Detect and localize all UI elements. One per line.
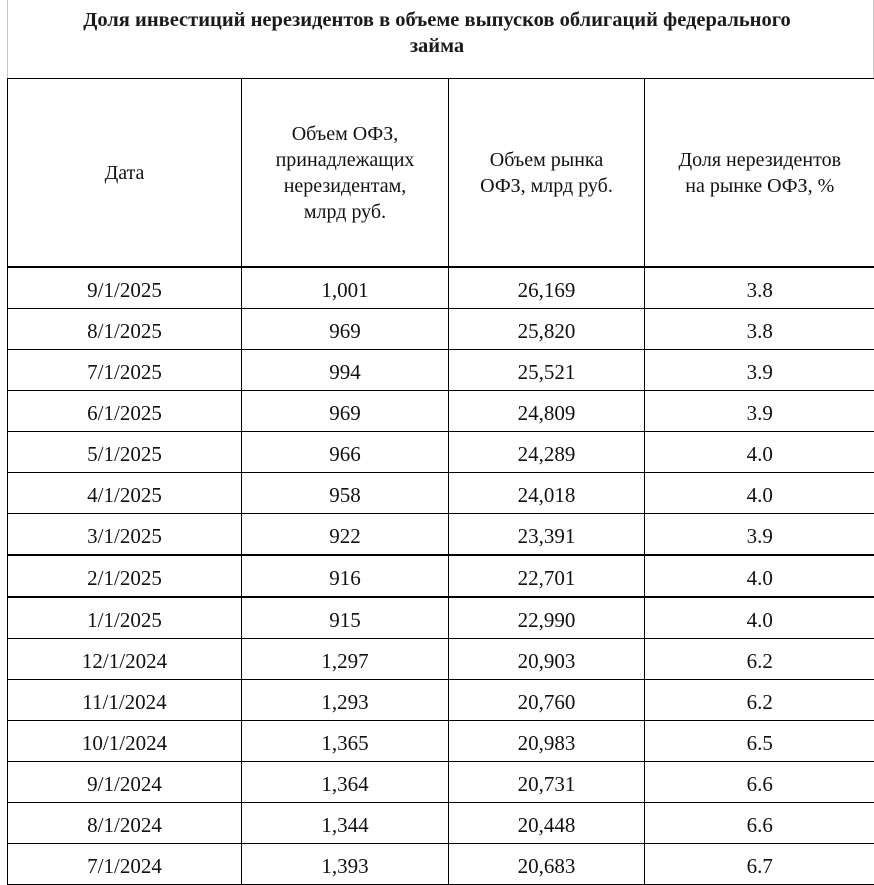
table-row [8,680,874,721]
table-row [8,844,874,885]
cell-share: 3.9 [645,391,874,432]
table-row [8,721,874,762]
table-row [8,350,874,391]
cell-owned: 958 [242,473,449,514]
cell-date: 9/1/2025 [8,267,242,309]
table-row [8,555,874,597]
cell-market: 20,448 [449,803,645,844]
table-row [8,639,874,680]
header-date [8,79,242,268]
cell-owned: 969 [242,391,449,432]
cell-share: 4.0 [645,597,874,639]
cell-share: 6.2 [645,680,874,721]
cell-market: 20,731 [449,762,645,803]
table-row [8,803,874,844]
cell-date: 5/1/2025 [8,432,242,473]
table-header-row [8,79,874,268]
cell-date: 9/1/2024 [8,762,242,803]
cell-share: 6.5 [645,721,874,762]
title-line-1: Доля инвестиций нерезидентов в объеме выпусков облигаций федерального [0,7,874,33]
header-owned-line: принадлежащих [242,147,448,173]
header-owned [242,79,449,268]
cell-date: 12/1/2024 [8,639,242,680]
cell-owned: 994 [242,350,449,391]
cell-share: 4.0 [645,432,874,473]
table-row [8,762,874,803]
table-row [8,309,874,350]
cell-date: 11/1/2024 [8,680,242,721]
header-owned-line: млрд руб. [242,199,448,225]
cell-share: 3.8 [645,267,874,309]
cell-market: 24,809 [449,391,645,432]
cell-date: 3/1/2025 [8,514,242,556]
cell-owned: 916 [242,555,449,597]
header-share [645,79,874,268]
cell-date: 4/1/2025 [8,473,242,514]
cell-share: 3.9 [645,514,874,556]
header-share-line: на рынке ОФЗ, % [645,173,874,199]
header-date-label: Дата [105,162,145,184]
cell-market: 20,903 [449,639,645,680]
cell-owned: 922 [242,514,449,556]
cell-market: 20,760 [449,680,645,721]
cell-owned: 966 [242,432,449,473]
header-share-line: Доля нерезидентов [645,147,874,173]
cell-market: 25,521 [449,350,645,391]
cell-market: 20,983 [449,721,645,762]
header-market [449,79,645,268]
table-row [8,391,874,432]
cell-date: 10/1/2024 [8,721,242,762]
cell-share: 6.6 [645,803,874,844]
page-title [0,7,874,59]
header-market-line: Объем рынка [449,147,644,173]
cell-date: 6/1/2025 [8,391,242,432]
cell-owned: 1,001 [242,267,449,309]
cell-owned: 1,293 [242,680,449,721]
frame-left-border [7,0,8,78]
cell-market: 24,018 [449,473,645,514]
title-line-2: займа [0,33,874,59]
cell-market: 20,683 [449,844,645,885]
cell-owned: 915 [242,597,449,639]
cell-market: 22,701 [449,555,645,597]
table-row [8,432,874,473]
cell-date: 2/1/2025 [8,555,242,597]
table-row [8,514,874,556]
cell-owned: 1,364 [242,762,449,803]
header-owned-line: нерезидентам, [242,173,448,199]
cell-date: 7/1/2025 [8,350,242,391]
table-row [8,267,874,309]
cell-owned: 1,393 [242,844,449,885]
table-row [8,473,874,514]
cell-date: 7/1/2024 [8,844,242,885]
cell-date: 1/1/2025 [8,597,242,639]
cell-market: 24,289 [449,432,645,473]
cell-date: 8/1/2025 [8,309,242,350]
cell-market: 25,820 [449,309,645,350]
cell-date: 8/1/2024 [8,803,242,844]
cell-share: 4.0 [645,473,874,514]
cell-owned: 969 [242,309,449,350]
cell-owned: 1,297 [242,639,449,680]
cell-share: 6.7 [645,844,874,885]
cell-owned: 1,344 [242,803,449,844]
nonresident-ofz-table [7,78,874,885]
table-row [8,597,874,639]
cell-share: 3.8 [645,309,874,350]
cell-share: 4.0 [645,555,874,597]
cell-share: 3.9 [645,350,874,391]
header-owned-line: Объем ОФЗ, [242,121,448,147]
cell-owned: 1,365 [242,721,449,762]
cell-share: 6.2 [645,639,874,680]
header-market-line: ОФЗ, млрд руб. [449,173,644,199]
cell-market: 22,990 [449,597,645,639]
cell-market: 23,391 [449,514,645,556]
cell-market: 26,169 [449,267,645,309]
cell-share: 6.6 [645,762,874,803]
